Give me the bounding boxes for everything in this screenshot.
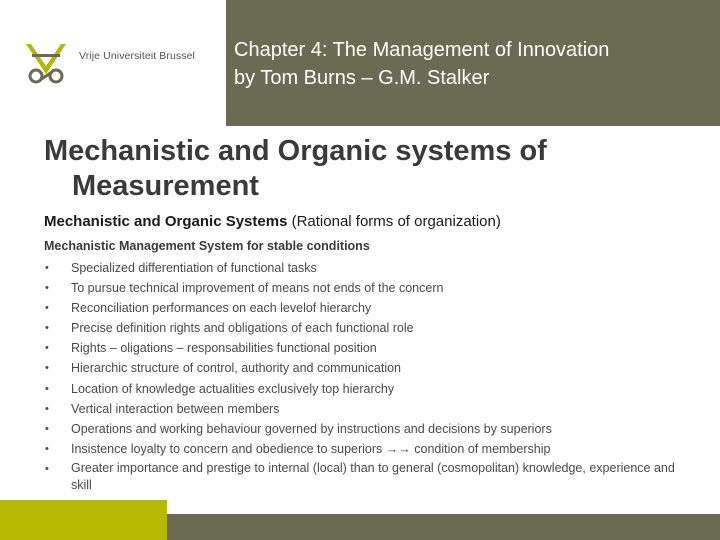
bullet-text: Greater importance and prestige to internal (local) than to general (cosmopolitan) knowledge, experience and skill [71, 460, 675, 492]
bullet-text: Operations and working behaviour governed by instructions and decisions by superiors [71, 421, 552, 436]
section-heading: Mechanistic Management System for stable conditions [44, 239, 370, 253]
list-item [44, 358, 684, 378]
list-item [44, 318, 684, 338]
bullet-dot: • [45, 282, 49, 295]
list-item [44, 439, 684, 459]
list-item [44, 258, 684, 278]
bullet-text: Rights – oligations – responsabilities functional position [71, 341, 377, 356]
slide-title-line-1: Mechanistic and Organic systems of [44, 135, 547, 167]
list-item [44, 379, 684, 399]
bullet-dot: • [45, 442, 49, 455]
chapter-title [234, 36, 714, 92]
list-item [44, 278, 684, 298]
slide-title [44, 134, 704, 204]
bullet-text: Reconciliation performances on each levelof hierarchy [71, 301, 372, 316]
bullet-text: Location of knowledge actualities exclusively top hierarchy [71, 381, 395, 396]
slide-title-line-2: Measurement [72, 170, 259, 202]
bullet-text: Insistence loyalty to concern and obedience to superiors →→ condition of membership [71, 441, 551, 456]
subtitle-bold: Mechanistic and Organic Systems [44, 213, 288, 230]
list-item [44, 298, 684, 318]
bullet-dot: • [45, 302, 49, 315]
footer-accent-dark [167, 514, 720, 540]
bullet-dot: • [45, 342, 49, 355]
bullet-dot: • [45, 402, 49, 415]
list-item [44, 419, 684, 439]
footer-accent-green [0, 500, 167, 540]
bullet-dot: • [45, 382, 49, 395]
bullet-list [44, 258, 684, 494]
bullet-dot: • [45, 262, 49, 274]
subtitle-rest: (Rational forms of organization) [287, 213, 501, 230]
chapter-title-line-2: by Tom Burns – G.M. Stalker [234, 67, 490, 89]
list-item [44, 399, 684, 419]
bullet-dot: • [45, 422, 49, 435]
slide-subtitle [44, 211, 501, 233]
bullet-text: Hierarchic structure of control, authority and communication [71, 361, 402, 376]
list-item [44, 338, 684, 358]
university-name: Vrije Universiteit Brussel [79, 50, 195, 62]
list-item [44, 459, 684, 494]
bullet-text: Vertical interaction between members [71, 401, 280, 416]
bullet-dot: • [45, 462, 49, 475]
bullet-text: Precise definition rights and obligations of each functional role [71, 321, 414, 336]
bullet-dot: • [45, 362, 49, 375]
bullet-dot: • [45, 322, 49, 335]
university-shield-icon [22, 40, 70, 88]
logo-area [0, 0, 226, 126]
bullet-text: Specialized differentiation of functional tasks [71, 261, 317, 275]
bullet-text: To pursue technical improvement of means not ends of the concern [71, 281, 444, 296]
chapter-title-line-1: Chapter 4: The Management of Innovation [234, 39, 610, 61]
